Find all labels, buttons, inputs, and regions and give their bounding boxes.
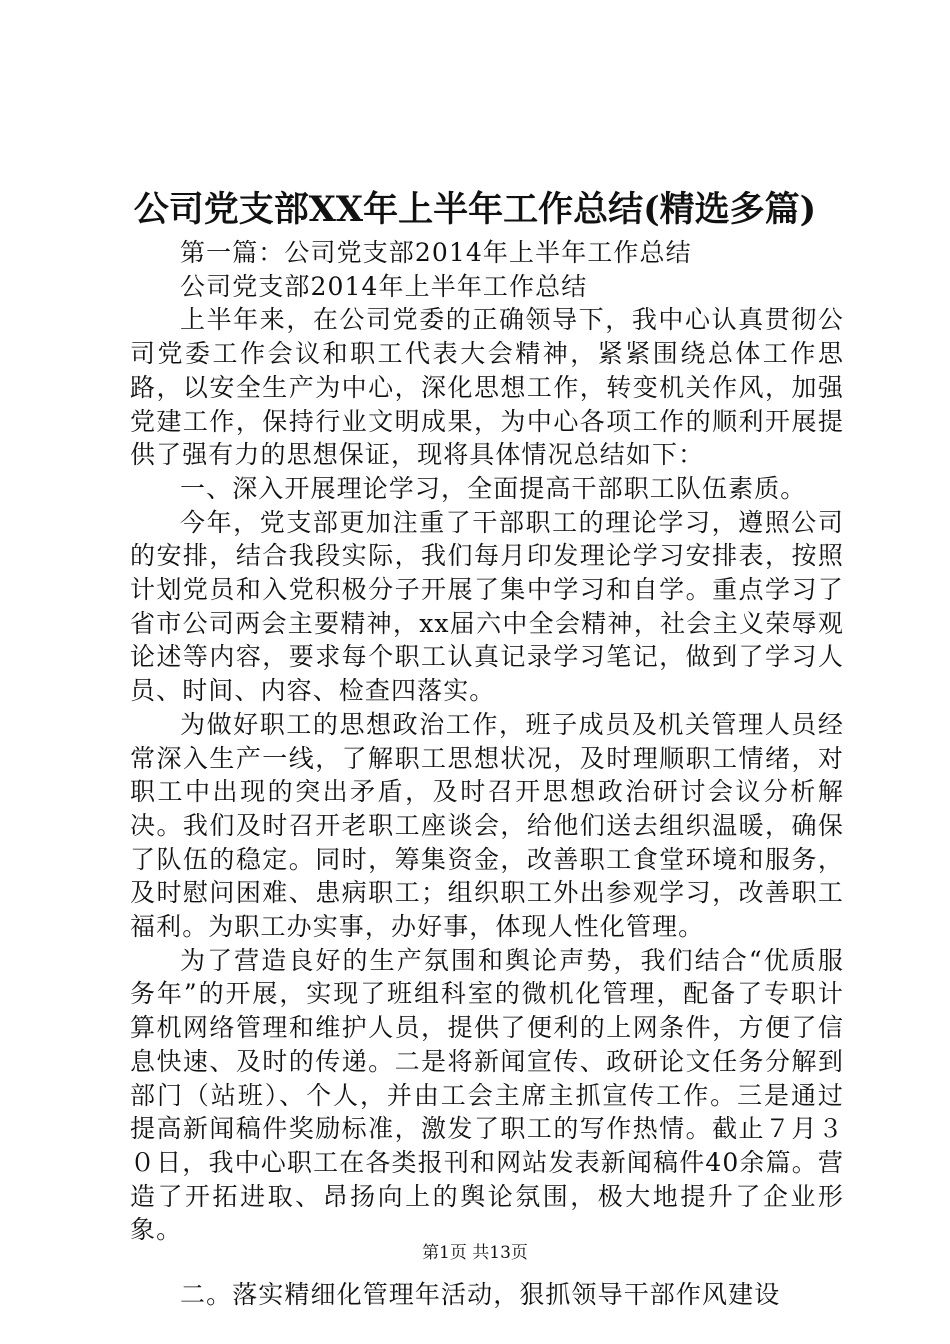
page-number-footer: 第1页 共13页 bbox=[422, 1243, 528, 1263]
body-paragraph: 今年，党支部更加注重了干部职工的理论学习，遵照公司的安排，结合我段实际，我们每月印发理论学习安排表，按照计划党员和入党积极分子开展了集中学习和自学。重点学习了省市公司两会主要精神，xx届六中全会精神，社会主义荣辱观论述等内容，要求每个职工认真记录学习笔记，做到了学习人员、时间、内容、检查四落实。 bbox=[130, 507, 844, 706]
section-heading-1: 第一篇：公司党支部2014年上半年工作总结 bbox=[180, 238, 692, 267]
intro-paragraph: 上半年来，在公司党委的正确领导下，我中心认真贯彻公司党委工作会议和职工代表大会精神，紧紧围绕总体工作思路，以安全生产为中心，深化思想工作，转变机关作风，加强党建工作，保持行业文明成果，为中心各项工作的顺利开展提供了强有力的思想保证，现将具体情况总结如下： bbox=[130, 305, 844, 470]
part-one-heading: 一、深入开展理论学习，全面提高干部职工队伍素质。 bbox=[180, 473, 807, 503]
document-title: 公司党支部XX年上半年工作总结(精选多篇) bbox=[133, 189, 817, 230]
subtitle: 公司党支部2014年上半年工作总结 bbox=[180, 271, 588, 301]
body-paragraph: 为做好职工的思想政治工作，班子成员及机关管理人员经常深入生产一线，了解职工思想状况，及时理顺职工情绪，对职工中出现的突出矛盾，及时召开思想政治研讨会议分析解决。我们及时召开老职工座谈会，给他们送去组织温暖，确保了队伍的稳定。同时，筹集资金，改善职工食堂环境和服务，及时慰问困难、患病职工；组织职工外出参观学习，改善职工福利。为职工办实事，办好事，体现人性化管理。 bbox=[130, 709, 844, 942]
document-body bbox=[130, 236, 844, 1312]
part-two-heading: 二。落实精细化管理年活动，狠抓领导干部作风建设 bbox=[180, 1280, 781, 1310]
body-paragraph: 为了营造良好的生产氛围和舆论声势，我们结合“优质服务年”的开展，实现了班组科室的微机化管理，配备了专职计算机网络管理和维护人员，提供了便利的上网条件，方便了信息快速、及时的传递。二是将新闻宣传、政研论文任务分解到部门（站班）、个人，并由工会主席主抓宣传工作。三是通过提高新闻稿件奖励标准，激发了职工的写作热情。截止７月３０日，我中心职工在各类报刊和网站发表新闻稿件40余篇。营造了开拓进取、昂扬向上的舆论氛围，极大地提升了企业形象。 bbox=[130, 945, 844, 1245]
